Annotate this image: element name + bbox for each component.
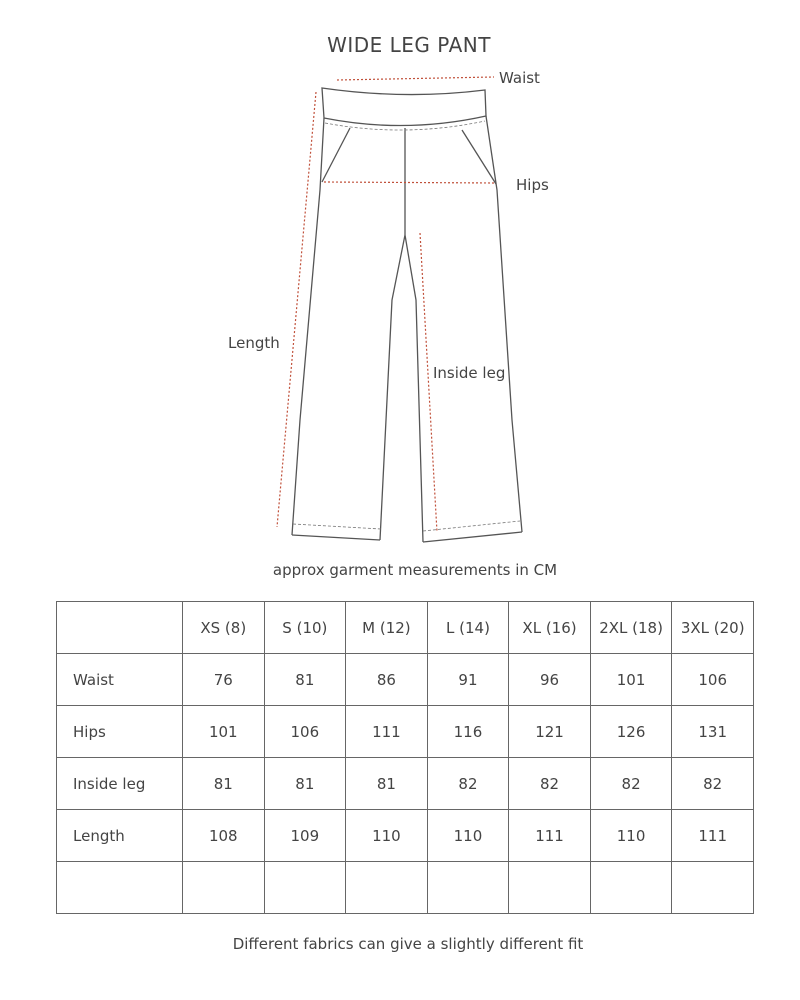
table-cell (672, 862, 754, 914)
table-cell: 82 (509, 758, 591, 810)
fit-note: Different fabrics can give a slightly different fit (232, 935, 584, 953)
table-cell: 109 (264, 810, 346, 862)
waistband (322, 88, 486, 126)
row-label: Waist (57, 654, 183, 706)
left-hem (292, 535, 380, 540)
table-header-row (57, 602, 754, 654)
hips-label: Hips (516, 176, 549, 194)
table-cell: 111 (346, 706, 428, 758)
table-cell: 110 (427, 810, 509, 862)
table-cell (264, 862, 346, 914)
table-cell: 81 (183, 758, 265, 810)
waist-label: Waist (499, 69, 540, 87)
table-cell: 82 (672, 758, 754, 810)
table-cell: 111 (672, 810, 754, 862)
table-cell: 121 (509, 706, 591, 758)
table-cell: 86 (346, 654, 428, 706)
table-cell (590, 862, 672, 914)
table-cell: 81 (264, 758, 346, 810)
header-cell: 3XL (20) (672, 602, 754, 654)
header-cell: XS (8) (183, 602, 265, 654)
table-row (57, 654, 754, 706)
table-cell: 82 (590, 758, 672, 810)
header-cell: S (10) (264, 602, 346, 654)
table-cell: 106 (264, 706, 346, 758)
table-cell: 126 (590, 706, 672, 758)
table-cell: 110 (346, 810, 428, 862)
header-cell: L (14) (427, 602, 509, 654)
header-cell: 2XL (18) (590, 602, 672, 654)
table-cell: 131 (672, 706, 754, 758)
table-cell: 96 (509, 654, 591, 706)
right-hem (423, 532, 522, 542)
table-cell: 76 (183, 654, 265, 706)
pant-outline (292, 88, 522, 542)
table-cell: 82 (427, 758, 509, 810)
table-cell (346, 862, 428, 914)
hips-line (324, 182, 496, 183)
table-cell: 116 (427, 706, 509, 758)
table-cell (427, 862, 509, 914)
size-table (56, 601, 754, 914)
table-cell: 81 (264, 654, 346, 706)
table-cell: 110 (590, 810, 672, 862)
table-row (57, 706, 754, 758)
table-cell (509, 862, 591, 914)
table-cell: 106 (672, 654, 754, 706)
table-row (57, 758, 754, 810)
table-row (57, 810, 754, 862)
left-pocket (322, 128, 350, 182)
table-cell: 91 (427, 654, 509, 706)
row-label: Length (57, 810, 183, 862)
row-label: Inside leg (57, 758, 183, 810)
table-cell: 81 (346, 758, 428, 810)
table-cell: 111 (509, 810, 591, 862)
row-label (57, 862, 183, 914)
inside-leg-line (420, 233, 437, 532)
caption: approx garment measurements in CM (272, 561, 558, 579)
header-cell: XL (16) (509, 602, 591, 654)
header-cell (57, 602, 183, 654)
table-cell: 108 (183, 810, 265, 862)
waist-line (337, 77, 494, 80)
table-cell: 101 (590, 654, 672, 706)
row-label: Hips (57, 706, 183, 758)
table-row-empty (57, 862, 754, 914)
table-cell (183, 862, 265, 914)
length-label: Length (228, 334, 280, 352)
inner-seams (380, 235, 423, 542)
page-title: WIDE LEG PANT (327, 33, 491, 57)
right-pocket (462, 130, 496, 184)
table-cell: 101 (183, 706, 265, 758)
inside-leg-label: Inside leg (433, 364, 506, 382)
header-cell: M (12) (346, 602, 428, 654)
